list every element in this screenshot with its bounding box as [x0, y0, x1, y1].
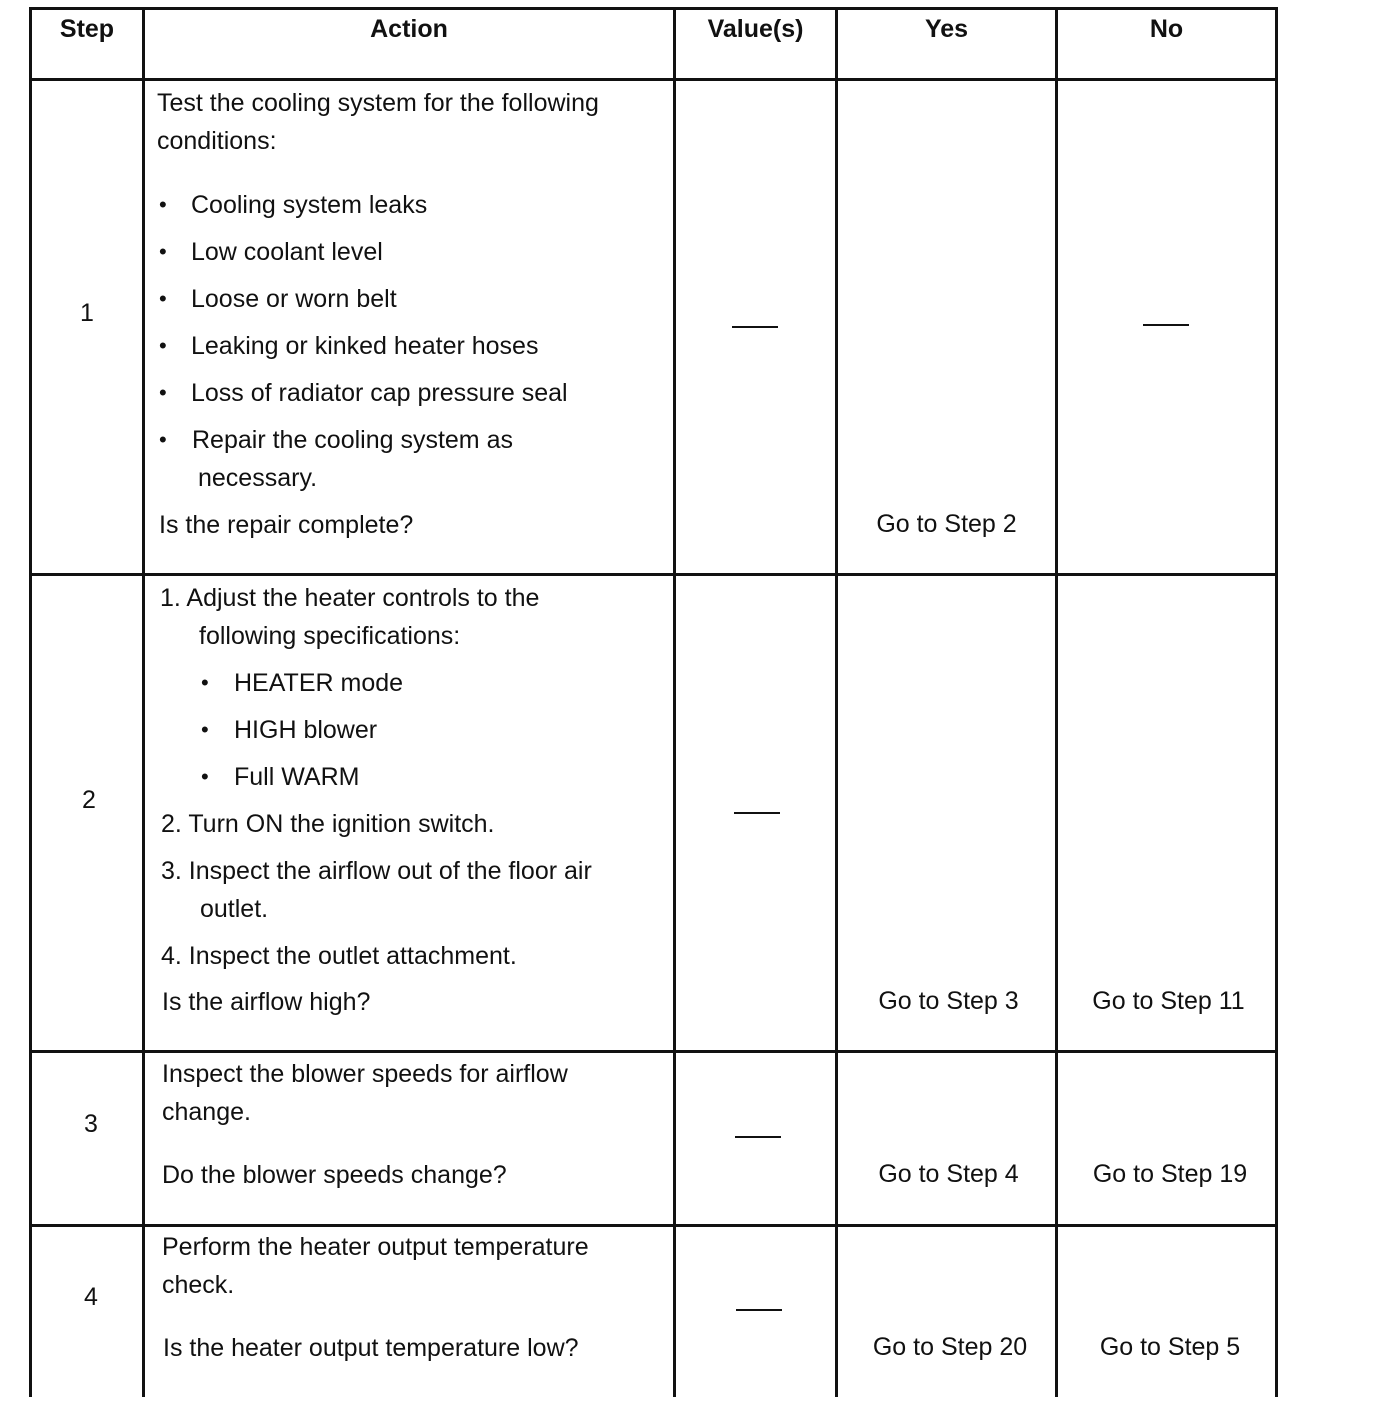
value-dash — [735, 1136, 781, 1138]
value-dash — [732, 326, 778, 328]
action-text: Test the cooling system for the following — [157, 89, 599, 117]
no-dash — [1143, 324, 1189, 326]
yes-result: Go to Step 2 — [876, 510, 1017, 538]
bullet-item: Loose or worn belt — [191, 285, 397, 313]
yes-result: Go to Step 20 — [872, 1333, 1028, 1361]
no-result: Go to Step 19 — [1092, 1160, 1248, 1188]
action-text: 4. Inspect the outlet attachment. — [161, 942, 517, 970]
header-values: Value(s) — [707, 15, 804, 43]
header-action: Action — [370, 15, 448, 43]
grid-line — [835, 7, 838, 1397]
action-text: outlet. — [200, 895, 269, 923]
action-text: 1. Adjust the heater controls to the — [160, 584, 540, 612]
action-text: 3. Inspect the airflow out of the floor air — [161, 857, 592, 885]
bullet-item: Leaking or kinked heater hoses — [191, 332, 539, 360]
action-text: 2. Turn ON the ignition switch. — [161, 810, 495, 838]
header-step: Step — [59, 15, 115, 43]
bullet-icon: • — [159, 380, 167, 405]
step-number: 4 — [84, 1283, 98, 1311]
bullet-icon: • — [159, 192, 167, 217]
action-text: conditions: — [157, 127, 277, 155]
yes-result: Go to Step 4 — [878, 1160, 1019, 1188]
bullet-item: Low coolant level — [191, 238, 383, 266]
value-dash — [736, 1309, 782, 1311]
header-no: No — [1149, 15, 1184, 43]
value-dash — [734, 812, 780, 814]
bullet-item: Repair the cooling system as — [192, 426, 513, 454]
no-result: Go to Step 11 — [1092, 987, 1245, 1015]
no-result: Go to Step 5 — [1099, 1333, 1241, 1361]
bullet-item: HEATER mode — [234, 669, 404, 697]
bullet-item: Loss of radiator cap pressure seal — [191, 379, 568, 407]
bullet-item: Full WARM — [234, 763, 360, 791]
grid-line — [29, 1224, 1278, 1227]
bullet-item: Cooling system leaks — [191, 191, 428, 219]
grid-line — [29, 7, 1278, 10]
bullet-item-continuation: necessary. — [198, 464, 318, 492]
bullet-icon: • — [159, 286, 167, 311]
question-text: Is the airflow high? — [162, 988, 371, 1016]
step-number: 2 — [82, 786, 96, 814]
bullet-icon: • — [201, 764, 209, 789]
header-yes: Yes — [924, 15, 969, 43]
bullet-icon: • — [159, 427, 167, 452]
grid-line — [29, 7, 32, 1397]
question-text: Is the heater output temperature low? — [163, 1334, 579, 1362]
grid-line — [29, 573, 1278, 576]
action-text: following specifications: — [199, 622, 461, 650]
action-text: Perform the heater output temperature — [162, 1233, 589, 1261]
bullet-icon: • — [201, 717, 209, 742]
grid-line — [673, 7, 676, 1397]
question-text: Do the blower speeds change? — [162, 1161, 507, 1189]
grid-line — [29, 1050, 1278, 1053]
bullet-item: HIGH blower — [234, 716, 378, 744]
bullet-icon: • — [159, 239, 167, 264]
action-text: change. — [162, 1098, 251, 1126]
step-number: 3 — [84, 1110, 98, 1138]
action-text: check. — [162, 1271, 235, 1299]
yes-result: Go to Step 3 — [878, 987, 1019, 1015]
grid-line — [142, 7, 145, 1397]
bullet-icon: • — [159, 333, 167, 358]
action-text: Inspect the blower speeds for airflow — [162, 1060, 568, 1088]
bullet-icon: • — [201, 670, 209, 695]
step-number: 1 — [80, 299, 94, 327]
question-text: Is the repair complete? — [159, 511, 414, 539]
grid-line — [29, 78, 1278, 81]
